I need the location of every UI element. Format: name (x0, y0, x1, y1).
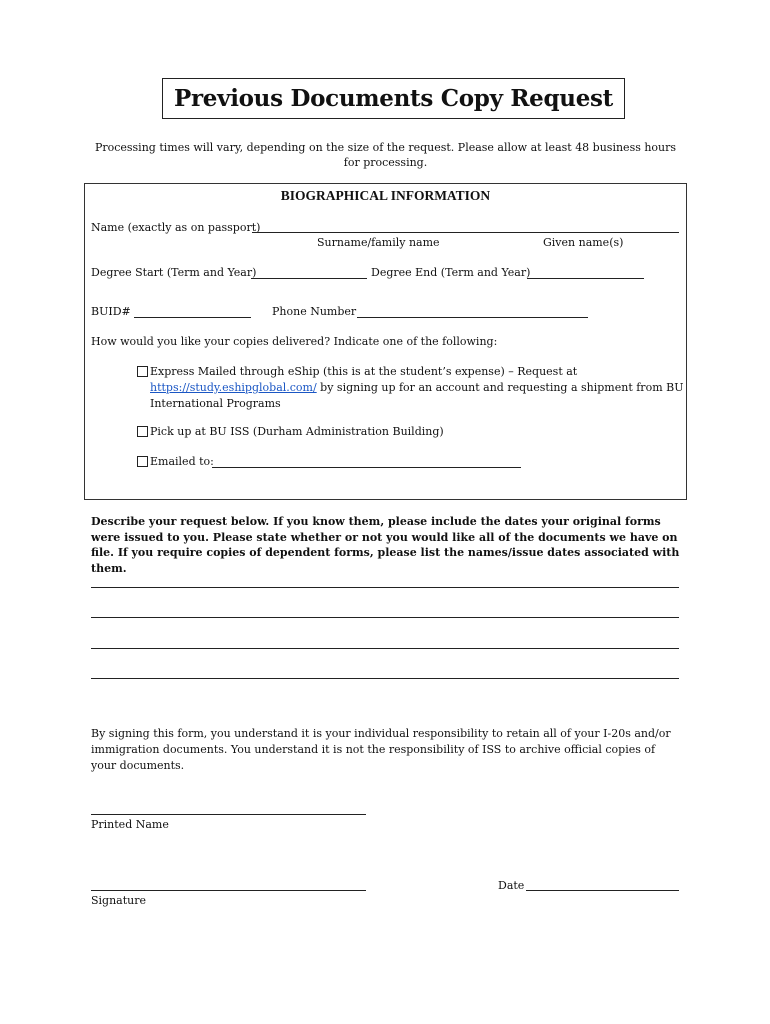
express-mail-label: Express Mailed through eShip (this is at the student’s expense) – Request at (150, 365, 578, 378)
page-title: Previous Documents Copy Request (173, 85, 613, 112)
pickup-label: Pick up at BU ISS (Durham Administration Building) (150, 425, 444, 438)
buid-field[interactable] (134, 317, 251, 318)
eship-link[interactable]: https://study.eshipglobal.com/ (150, 381, 317, 394)
processing-notice: Processing times will vary, depending on the size of the request. Please allow at least 48 business hours for processing. (94, 141, 677, 169)
express-mail-checkbox[interactable] (137, 366, 148, 377)
email-field[interactable] (212, 467, 521, 468)
delivery-question: How would you like your copies delivered? Indicate one of the following: (91, 335, 498, 348)
express-mail-line2-text: by signing up for an account and requesting a shipment from BU (316, 381, 684, 394)
emailed-label: Emailed to: (150, 455, 214, 468)
surname-caption: Surname/family name (317, 236, 440, 249)
date-field[interactable] (526, 890, 679, 891)
given-name-caption: Given name(s) (543, 236, 624, 249)
response-line[interactable] (91, 587, 679, 588)
degree-start-field[interactable] (251, 278, 367, 279)
degree-start-label: Degree Start (Term and Year) (91, 266, 257, 279)
title-box (162, 78, 625, 119)
printed-name-field[interactable] (91, 814, 366, 815)
date-label: Date (498, 879, 525, 892)
phone-label: Phone Number (272, 305, 357, 318)
name-label: Name (exactly as on passport) (91, 221, 261, 234)
emailed-checkbox[interactable] (137, 456, 148, 467)
express-mail-line2 (150, 381, 683, 394)
express-mail-line3: International Programs (150, 397, 281, 410)
degree-end-label: Degree End (Term and Year) (371, 266, 531, 279)
responsibility-note: By signing this form, you understand it is your individual responsibility to retain all of your I-20s and/or immigration documents. You understand it is not the responsibility of ISS to archive official copies of your documents. (91, 727, 671, 772)
request-instructions: Describe your request below. If you know them, please include the dates your original forms were issued to you. Please state whether or not you would like all of the documents we have on file. If you require copies of dependent forms, please list the names/issue dates associated with them. (91, 515, 680, 575)
pickup-checkbox[interactable] (137, 426, 148, 437)
phone-field[interactable] (357, 317, 588, 318)
response-line[interactable] (91, 648, 679, 649)
printed-name-label: Printed Name (91, 818, 169, 831)
response-line[interactable] (91, 678, 679, 679)
name-field[interactable] (252, 232, 679, 233)
signature-label: Signature (91, 894, 147, 907)
degree-end-field[interactable] (527, 278, 644, 279)
response-line[interactable] (91, 617, 679, 618)
signature-field[interactable] (91, 890, 366, 891)
buid-label: BUID# (91, 305, 131, 318)
biographical-heading: BIOGRAPHICAL INFORMATION (280, 188, 491, 203)
